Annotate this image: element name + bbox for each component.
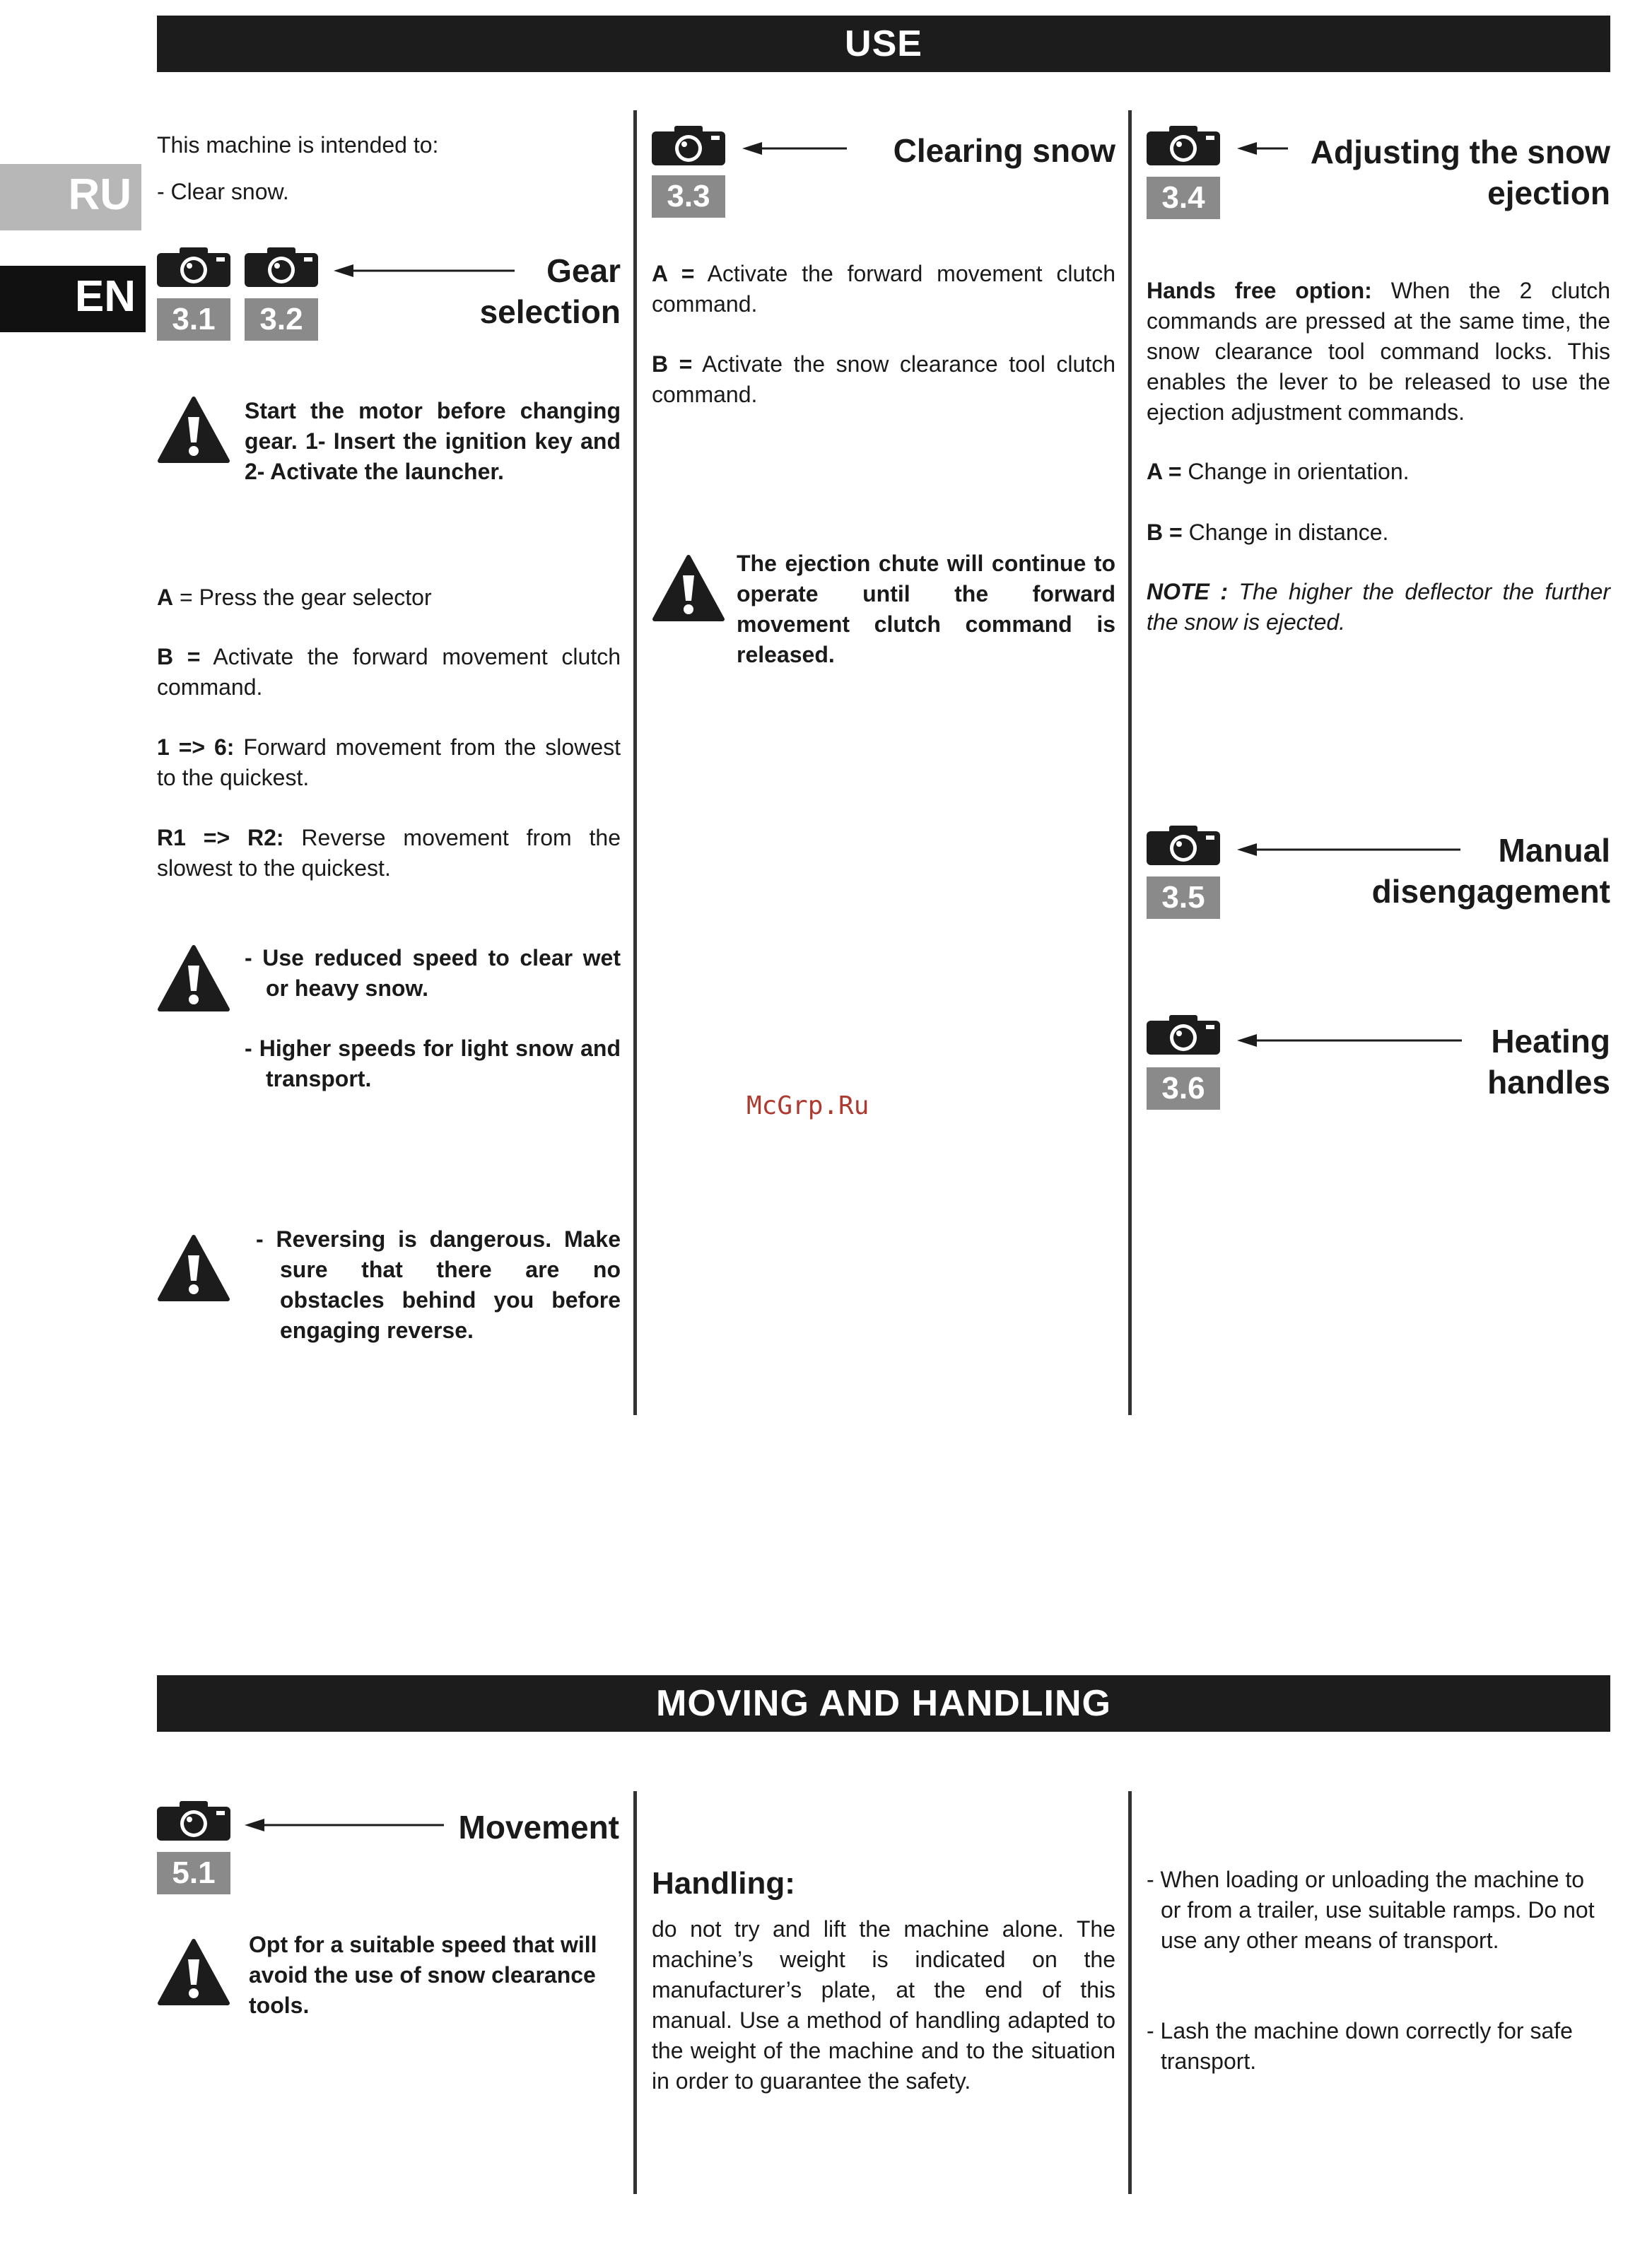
warning-icon (157, 944, 230, 1012)
section-heading-movement: Movement (458, 1809, 619, 1846)
warning-text: - Reversing is dangerous. Make sure that there are no obstacles behind you before engaging reverse. (256, 1226, 621, 1343)
paragraph-hands-free: Hands free option: When the 2 clutch commands are pressed at the same time, the snow clearance tool command locks. This enables the lever to be released to use the ejection adjustment commands. (1147, 278, 1611, 425)
arrow-left-icon (1236, 141, 1289, 156)
column-divider (1128, 1791, 1132, 2194)
camera-icon (245, 247, 318, 287)
paragraph-forward: 1 => 6: Forward movement from the slowest to the quickest. (157, 734, 621, 790)
camera-icon (1147, 826, 1220, 865)
intro-text: This machine is intended to: (157, 132, 439, 158)
paragraph-a: A = Press the gear selector (157, 585, 432, 610)
watermark: McGrp.Ru (746, 1091, 869, 1120)
paragraph-b: B = Change in distance. (1147, 520, 1389, 545)
warning-icon (157, 1234, 230, 1302)
handling-title: Handling: (652, 1866, 795, 1901)
section-banner-use: USE (157, 16, 1610, 72)
camera-icon (1147, 126, 1220, 165)
camera-icon (1147, 1015, 1220, 1055)
section-heading-manual-disengagement: Manual disengagement (1371, 832, 1610, 910)
camera-icon (652, 126, 725, 165)
intro-item: - Clear snow. (157, 179, 289, 204)
column-divider (633, 110, 637, 1415)
warning-text: The ejection chute will continue to operate until the forward movement clutch command is released. (737, 551, 1115, 667)
figure-badge: 3.6 (1147, 1067, 1220, 1110)
figure-badge: 3.1 (157, 298, 230, 341)
column-divider (633, 1791, 637, 2194)
figure-badge: 3.3 (652, 175, 725, 218)
lang-tab-en[interactable]: EN (0, 266, 146, 332)
figure-badge: 3.5 (1147, 876, 1220, 919)
warning-text: Start the motor before changing gear. 1- Insert the ignition key and 2- Activate the launcher. (245, 398, 621, 484)
lang-tab-ru[interactable]: RU (0, 164, 141, 230)
section-heading-gear-selection: Gear selection (479, 252, 621, 330)
section-heading-snow-ejection: Adjusting the snow ejection (1310, 134, 1610, 211)
warning-icon (652, 554, 725, 622)
paragraph-note: NOTE : The higher the deflector the further the snow is ejected. (1147, 579, 1610, 635)
camera-icon (157, 1801, 230, 1841)
handling-text: do not try and lift the machine alone. The machine’s weight is indicated on the manufacturer’s plate, at the end of this manual. Use a method of handling adapted to the weight of the machine and to the situation in order to guarantee the safety. (652, 1916, 1115, 2094)
paragraph-a: A = Activate the forward movement clutch command. (652, 261, 1115, 317)
paragraph-a: A = Change in orientation. (1147, 459, 1410, 484)
transport-item: - Lash the machine down correctly for safe transport. (1147, 2018, 1573, 2074)
paragraph-reverse: R1 => R2: Reverse movement from the slowest to the quickest. (157, 825, 621, 881)
section-heading-clearing-snow: Clearing snow (893, 132, 1115, 169)
arrow-left-icon (741, 141, 848, 156)
figure-badge: 3.4 (1147, 177, 1220, 219)
arrow-left-icon (243, 1818, 445, 1832)
warning-text: Opt for a suitable speed that will avoid the use of snow clearance tools. (249, 1932, 597, 2018)
transport-item: - When loading or unloading the machine to or from a trailer, use suitable ramps. Do not use any other means of transport. (1147, 1867, 1595, 1953)
column-divider (1128, 110, 1132, 1415)
section-heading-heating-handles: Heating handles (1487, 1023, 1610, 1101)
camera-icon (157, 247, 230, 287)
warning-icon (157, 396, 230, 464)
figure-badge: 5.1 (157, 1852, 230, 1894)
warning-text: - Use reduced speed to clear wet or heavy snow. (245, 945, 621, 1001)
paragraph-b: B = Activate the snow clearance tool clutch command. (652, 351, 1116, 407)
section-banner-moving: MOVING AND HANDLING (157, 1675, 1610, 1732)
warning-icon (157, 1938, 230, 2006)
figure-badge: 3.2 (245, 298, 318, 341)
warning-text: - Higher speeds for light snow and transport. (245, 1036, 621, 1091)
paragraph-b: B = Activate the forward movement clutch command. (157, 644, 621, 700)
